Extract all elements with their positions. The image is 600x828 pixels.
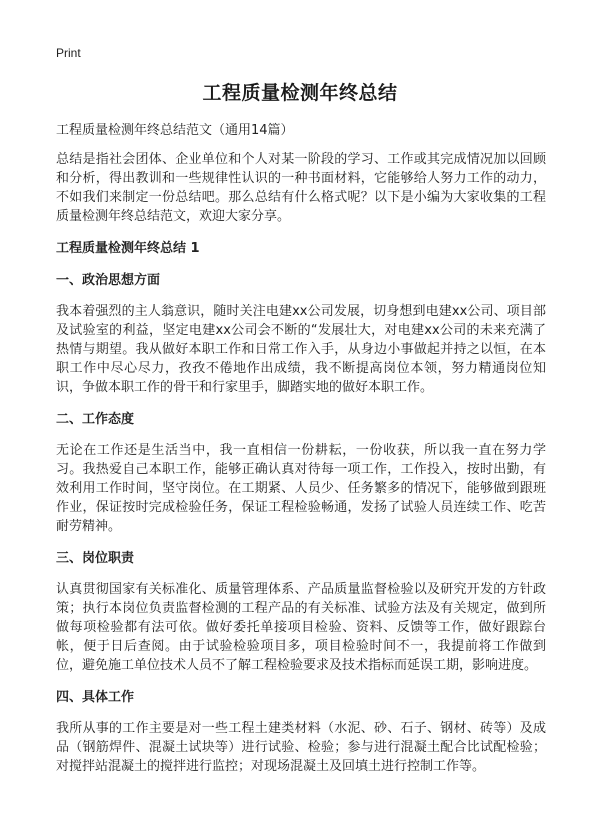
section-body-politics: 我本着强烈的主人翁意识，随时关注电建xx公司发展，切身想到电建xx公司、项目部及试验室的利益，坚定电建xx公司会不断的“发展壮大，对电建xx公司的未来充满了热情与期望。我从做好本职工作和日常工作入手，从身边小事做起并持之以恒，在本职工作中尽心尽力，孜孜不倦地作出成绩，我不断提高岗位本领，努力精通岗位知识，争做本职工作的骨干和行家里手，脚踏实地的做好本职工作。 <box>56 304 546 395</box>
section-body-duties: 认真贯彻国家有关标准化、质量管理体系、产品质量监督检验以及研究开发的方针政策；执行本岗位负责监督检测的工程产品的有关标准、试验方法及有关规定，做到所做每项检验都有法可依。做好委托单接项目检验、资料、反馈等工作，做好跟踪台帐，便于日后查阅。由于试验检验项目多，项目检验时间不一，我提前将工作做到位，避免施工单位技术人员不了解工程检验要求及技术指标而延误工期，影响进度。 <box>56 582 546 673</box>
document-body <box>56 122 546 776</box>
document-subtitle: 工程质量检测年终总结范文（通用14篇） <box>56 123 294 138</box>
print-link[interactable]: Print <box>56 46 81 60</box>
section-heading-duties: 三、岗位职责 <box>56 551 135 566</box>
section-body-attitude: 无论在工作还是生活当中，我一直相信一份耕耘，一份收获，所以我一直在努力学习。我热爱自己本职工作，能够正确认真对待每一项工作，工作投入，按时出勤，有效利用工作时间，坚守岗位。在工期紧、人员少、任务繁多的情况下，能够做到跟班作业，保证按时完成检验任务，保证工程检验畅通，发扬了试验人员连续工作、吃苦耐劳精神。 <box>56 443 546 534</box>
intro-paragraph: 总结是指社会团体、企业单位和个人对某一阶段的学习、工作或其完成情况加以回顾和分析，得出教训和一些规律性认识的一种书面材料，它能够给人努力工作的动力，不如我们来制定一份总结吧。那么总结有什么格式呢？以下是小编为大家收集的工程质量检测年终总结范文，欢迎大家分享。 <box>56 152 546 224</box>
section-heading-work: 四、具体工作 <box>56 690 135 705</box>
page-title: 工程质量检测年终总结 <box>202 82 398 104</box>
section-heading-attitude: 二、工作态度 <box>56 412 135 427</box>
section-heading-politics: 一、政治思想方面 <box>56 273 161 288</box>
article-heading: 工程质量检测年终总结 1 <box>56 241 200 256</box>
section-body-work: 我所从事的工作主要是对一些工程土建类材料（水泥、砂、石子、钢材、砖等）及成品（钢筋焊件、混凝土试块等）进行试验、检验；参与进行混凝土配合比试配检验；对搅拌站混凝土的搅拌进行监控；对现场混凝土及回填土进行控制工作等。 <box>56 721 546 774</box>
